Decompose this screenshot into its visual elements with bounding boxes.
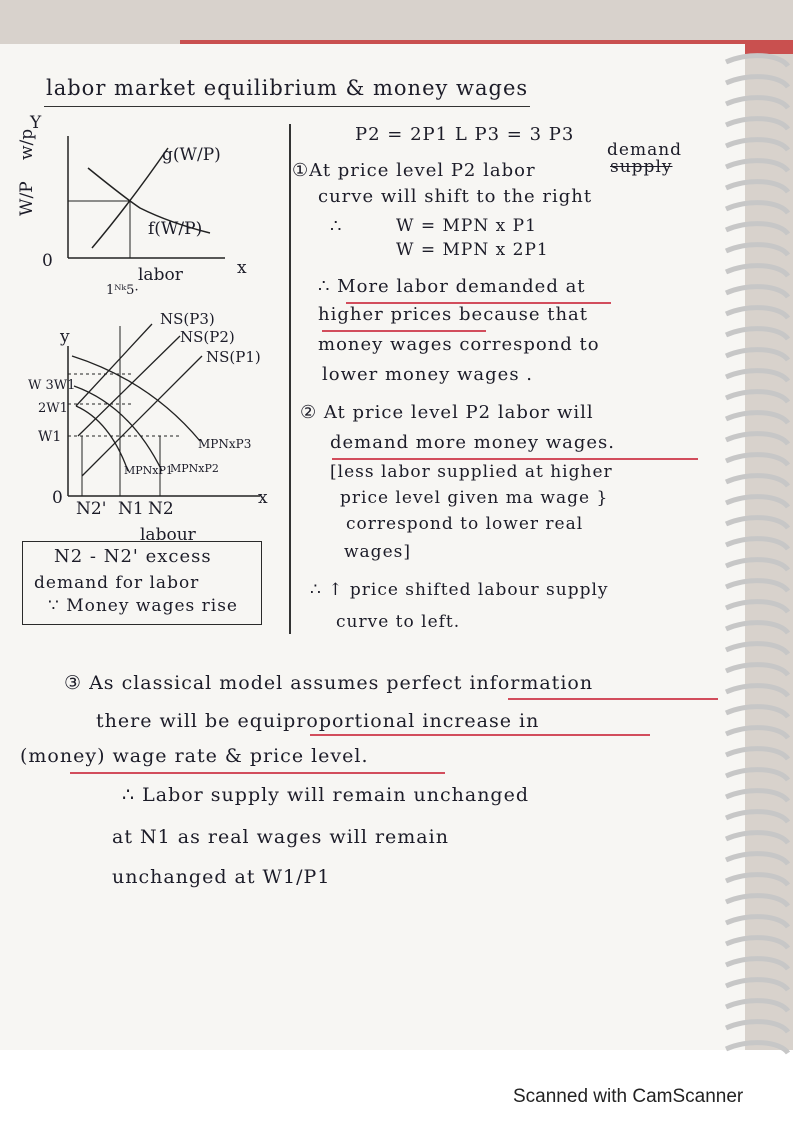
spiral-ring [726,581,788,591]
point3-underline-3 [70,772,445,774]
spiral-ring [726,518,788,528]
spiral-ring [726,665,788,675]
point2-line4: price level given ma wage } [340,488,609,508]
g2-origin: 0 [52,488,63,508]
g1-tick-label: 1ᴺᵏ5· [106,283,139,298]
g2-demand-p1-label: MPNxP1 [124,464,173,477]
point1-line2: curve will shift to the right [318,186,593,207]
g2-n2prime-label: N2' [76,499,107,519]
spiral-ring [726,854,788,864]
spiral-ring [726,140,788,150]
point2-line6: wages] [344,542,411,562]
spiral-ring [726,686,788,696]
point1-underline-2 [322,330,486,332]
graph-money-wages [20,296,290,544]
g2-demand-p2-label: MPNxP2 [170,462,219,475]
spiral-ring [726,980,788,990]
point2-line3: [less labor supplied at higher [330,462,613,482]
spiral-ring [726,434,788,444]
spiral-ring [726,245,788,255]
point2-line1: ② At price level P2 labor will [300,402,594,423]
spiral-ring [726,833,788,843]
point1-eq1: W = MPN x P1 [396,216,537,236]
spiral-ring [726,644,788,654]
point3-underline-1 [508,698,718,700]
g2-demand-p3 [72,356,200,441]
spiral-ring [726,560,788,570]
spiral-ring [726,161,788,171]
g2-n1-label: N1 [118,499,144,519]
spiral-ring [726,224,788,234]
point3-line4: ∴ Labor supply will remain unchanged [122,784,530,806]
spiral-ring [726,1043,788,1053]
spiral-ring [726,812,788,822]
graph-equilibrium [17,108,290,298]
title-underline [44,106,530,107]
spiral-ring [726,602,788,612]
point2-line2: demand more money wages. [330,432,616,453]
spiral-binding [718,50,793,1050]
spiral-ring [726,497,788,507]
spiral-ring [726,98,788,108]
camscanner-footer: Scanned with CamScanner [513,1086,744,1107]
spiral-ring [726,791,788,801]
g1-demand-label: f(W/P) [148,219,203,239]
g2-x-label: labour [140,525,196,545]
price-relations: P2 = 2P1 L P3 = 3 P3 [355,124,575,145]
g1-x-label: labor [138,265,183,285]
g2-x-axis: x [258,488,268,508]
point1-line4: higher prices because that [318,304,589,325]
g2-supply-p3-label: NS(P3) [160,310,215,328]
spiral-ring [726,182,788,192]
spiral-ring [726,329,788,339]
g2-demand-p3-label: MPNxP3 [198,437,252,451]
spiral-ring [726,728,788,738]
g2-supply-p2 [78,336,180,436]
point3-line5: at N1 as real wages will remain [112,826,449,848]
spiral-ring [726,455,788,465]
spiral-ring [726,1022,788,1032]
g2-n2-label: N2 [148,499,174,519]
spiral-ring [726,539,788,549]
spiral-ring [726,959,788,969]
g1-x-axis: x [237,258,247,278]
box-line-1: N2 - N2' excess [54,546,212,567]
point3-line6: unchanged at W1/P1 [112,866,331,888]
page-title: labor market equilibrium & money wages [46,76,529,100]
spiral-ring [726,203,788,213]
spiral-ring [726,56,788,66]
point3-line1: ③ As classical model assumes perfect information [64,672,594,694]
spiral-ring [726,623,788,633]
point1-eq-prefix: ∴ [330,216,343,237]
spiral-ring [726,938,788,948]
spiral-ring [726,119,788,129]
point3-line3: (money) wage rate & price level. [20,745,369,767]
point1-line3: ∴ More labor demanded at [318,276,586,297]
point1-demand-word: demand [607,140,683,160]
g1-y-axis: Y [30,113,42,133]
spiral-ring [726,476,788,486]
g1-origin: 0 [42,251,53,271]
spiral-ring [726,707,788,717]
point1-eq2: W = MPN x 2P1 [396,240,549,260]
g1-eq-label: W/P [17,181,37,216]
spiral-ring [726,896,788,906]
point1-line6: lower money wages . [322,364,534,385]
spiral-ring [726,392,788,402]
spiral-ring [726,917,788,927]
g2-supply-p2-label: NS(P2) [180,328,235,346]
point1-line5: money wages correspond to [318,334,600,355]
point1-struck-word: supply [610,157,673,177]
g2-w3-label: W 3W1 [28,378,76,393]
box-line-2: demand for labor [34,573,200,593]
spiral-ring [726,308,788,318]
spiral-ring [726,770,788,780]
g2-supply-p3 [76,324,152,406]
box-line-3: ∵ Money wages rise [48,596,238,616]
g2-w2-label: 2W1 [38,401,68,416]
g2-w1-label: W1 [38,429,62,445]
point2-line7: ∴ ↑ price shifted labour supply [310,580,609,600]
spiral-ring [726,1001,788,1011]
spiral-ring [726,287,788,297]
point3-line2: there will be equiproportional increase in [96,710,540,732]
point2-line8: curve to left. [336,612,461,632]
spiral-ring [726,266,788,276]
g2-supply-p1-label: NS(P1) [206,348,261,366]
spiral-ring [726,350,788,360]
g2-y-axis: y [60,327,70,347]
g1-supply-label: g(W/P) [162,145,221,165]
g2-demand-p2 [74,386,162,471]
g1-y-label: w/p [17,128,37,160]
point1-line1: ①At price level P2 labor [292,160,536,181]
point2-line5: correspond to lower real [346,514,584,534]
spiral-ring [726,371,788,381]
point2-underline [332,458,698,460]
spiral-ring [726,749,788,759]
point3-underline-2 [310,734,650,736]
spiral-ring [726,77,788,87]
spiral-ring [726,875,788,885]
spiral-ring [726,413,788,423]
